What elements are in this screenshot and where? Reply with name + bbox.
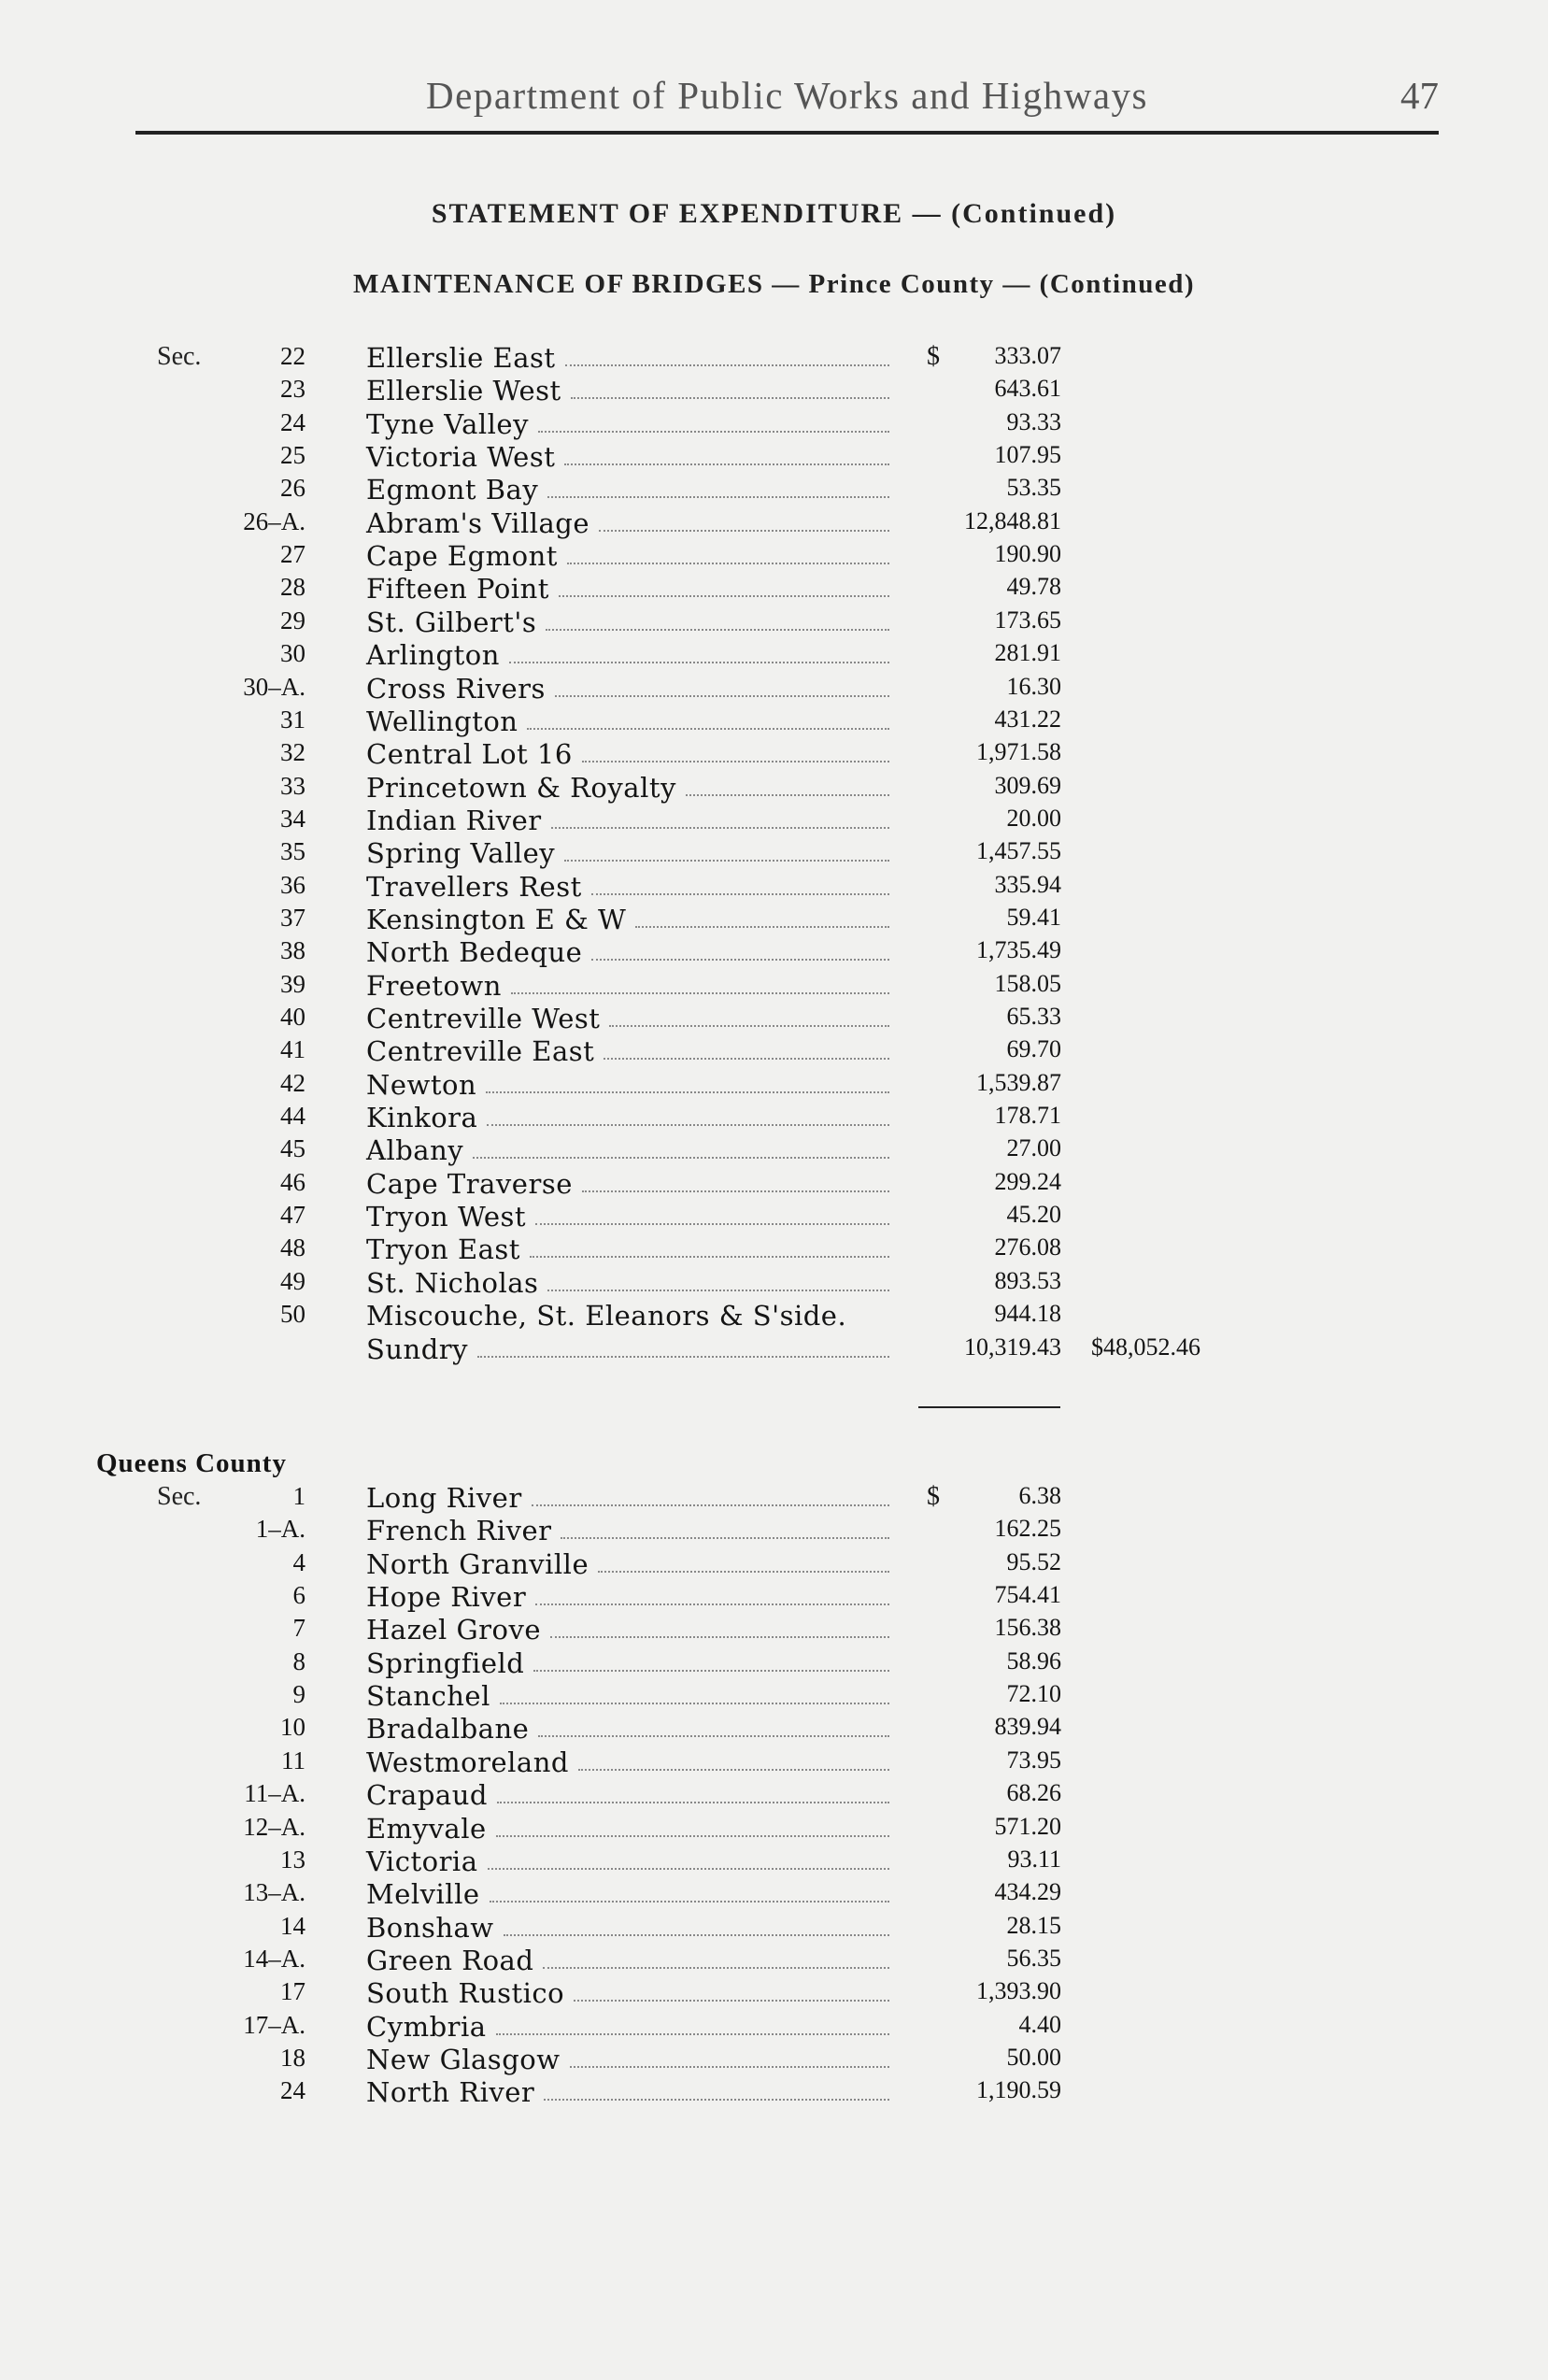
amount: 6.38 (1018, 1482, 1061, 1509)
amount: 281.91 (994, 639, 1061, 667)
dot-leader (538, 431, 889, 433)
amount: 20.00 (1006, 804, 1061, 832)
bridge-name: Hope River (366, 1581, 527, 1614)
amount: 190.90 (994, 540, 1061, 568)
sec-prefix: Sec. (157, 1482, 202, 1511)
amount: 50.00 (1006, 2043, 1061, 2071)
dot-leader (488, 1868, 889, 1870)
bridge-name: New Glasgow (366, 2043, 561, 2075)
dot-leader (635, 926, 889, 928)
bridge-name: Victoria (366, 1845, 478, 1877)
section-number: 45 (280, 1134, 305, 1163)
dot-leader (565, 364, 889, 366)
table-row (0, 1746, 1548, 1779)
table-row (0, 1647, 1548, 1680)
bridge-name: Stanchel (366, 1680, 490, 1713)
section-number: 32 (280, 738, 305, 767)
bridge-name: Westmoreland (366, 1746, 569, 1778)
dot-leader (686, 794, 889, 796)
section-number: 28 (280, 573, 305, 602)
table-row (0, 1945, 1548, 1977)
bridge-name: Centreville East (366, 1035, 595, 1068)
table-row (0, 1300, 1548, 1333)
bridge-name: Tryon East (366, 1233, 520, 1266)
amount: 1,190.59 (976, 2076, 1061, 2104)
bridge-name: Fifteen Point (366, 573, 549, 606)
section-number: 50 (280, 1300, 305, 1329)
dollar-sign: $ (927, 1482, 940, 1511)
bridge-name: Springfield (366, 1646, 525, 1679)
dot-leader (571, 397, 889, 399)
bridge-name: Albany (366, 1134, 464, 1167)
dot-leader (582, 1190, 889, 1192)
bridge-name: Abram's Village (366, 506, 590, 539)
bridge-name: Miscouche, St. Eleanors & S'side. (366, 1300, 847, 1333)
dot-leader (497, 1802, 889, 1803)
dot-leader (487, 1124, 889, 1126)
table-row (0, 1482, 1548, 1515)
section-number: 46 (280, 1167, 305, 1196)
amount: 10,319.43 (964, 1333, 1061, 1361)
amount: 95.52 (1006, 1547, 1061, 1575)
bridge-name: Spring Valley (366, 837, 556, 870)
sec-prefix: Sec. (157, 342, 202, 371)
dot-leader (574, 2000, 889, 2002)
bridge-name: Cymbria (366, 2010, 487, 2043)
page-title: Department of Public Works and Highways (426, 74, 1148, 117)
queens-county-label: Queens County (96, 1448, 287, 1478)
statement-heading: STATEMENT OF EXPENDITURE — (Continued) (431, 198, 1117, 229)
section-number: 49 (280, 1266, 305, 1295)
dot-leader (599, 530, 889, 532)
section-number: 10 (280, 1713, 305, 1742)
section-number: 31 (280, 705, 305, 734)
table-row (0, 573, 1548, 606)
section-number: 9 (292, 1680, 305, 1709)
bridge-name: Green Road (366, 1944, 534, 1976)
dot-leader (550, 1636, 889, 1638)
section-number: 13–A. (243, 1878, 305, 1907)
amount: 944.18 (994, 1300, 1061, 1328)
bridge-name: Indian River (366, 804, 542, 836)
section-number: 37 (280, 903, 305, 932)
dot-leader (473, 1157, 889, 1159)
table-row (0, 1581, 1548, 1614)
dot-leader (535, 1223, 889, 1225)
section-number: 30–A. (243, 672, 305, 701)
section-number: 4 (292, 1547, 305, 1576)
bridge-name: Bradalbane (366, 1713, 530, 1746)
bridge-name: Ellerslie West (366, 375, 561, 407)
dollar-sign: $ (927, 342, 940, 371)
amount: 839.94 (994, 1713, 1061, 1741)
bridge-name: North Granville (366, 1547, 589, 1580)
amount: 68.26 (1006, 1779, 1061, 1807)
section-number: 7 (292, 1614, 305, 1643)
dot-leader (532, 1504, 889, 1506)
dot-leader (567, 563, 889, 564)
bridge-name: Wellington (366, 705, 518, 737)
bridge-name: Travellers Rest (366, 870, 582, 903)
amount: 1,457.55 (976, 837, 1061, 865)
amount: 45.20 (1006, 1201, 1061, 1229)
bridge-name: Emyvale (366, 1812, 487, 1845)
amount: 73.95 (1006, 1746, 1061, 1774)
table-row (0, 1912, 1548, 1945)
dot-leader (591, 959, 889, 961)
table-row (0, 2076, 1548, 2109)
bridge-name: Central Lot 16 (366, 738, 573, 771)
dot-leader (547, 1290, 889, 1291)
dot-leader (570, 2066, 889, 2068)
bridge-name: Egmont Bay (366, 474, 539, 506)
subtotal-rule (918, 1406, 1060, 1408)
table-row (0, 441, 1548, 474)
table-row (0, 673, 1548, 705)
dot-leader (559, 595, 889, 597)
amount: 49.78 (1006, 573, 1061, 601)
table-row (0, 375, 1548, 407)
amount: 58.96 (1006, 1646, 1061, 1675)
amount: 12,848.81 (964, 506, 1061, 534)
section-number: 36 (280, 870, 305, 899)
dot-leader (486, 1091, 889, 1093)
bridge-name: Tryon West (366, 1201, 527, 1233)
table-row (0, 408, 1548, 441)
dot-leader (582, 761, 889, 762)
table-row (0, 606, 1548, 639)
section-number: 24 (280, 2076, 305, 2105)
section-number: 33 (280, 771, 305, 800)
section-number: 30 (280, 639, 305, 668)
section-number: 22 (280, 342, 305, 370)
amount: 158.05 (994, 969, 1061, 997)
dot-leader (477, 1356, 889, 1358)
amount: 16.30 (1006, 672, 1061, 700)
dot-leader (609, 1025, 889, 1027)
bridge-name: Victoria West (366, 441, 556, 474)
table-row (0, 705, 1548, 738)
table-row (0, 474, 1548, 506)
table-row (0, 1168, 1548, 1201)
section-number: 27 (280, 540, 305, 569)
bridge-name: Ellerslie East (366, 342, 556, 374)
amount: 299.24 (994, 1167, 1061, 1195)
table-row (0, 540, 1548, 573)
section-number: 23 (280, 375, 305, 404)
bridge-name: Kinkora (366, 1102, 478, 1134)
amount: 1,735.49 (976, 936, 1061, 964)
section-number: 14–A. (243, 1944, 305, 1973)
dot-leader (555, 695, 889, 697)
table-row (0, 1548, 1548, 1581)
amount: 4.40 (1018, 2010, 1061, 2038)
amount: 643.61 (994, 375, 1061, 403)
amount: 178.71 (994, 1102, 1061, 1130)
section-number: 11–A. (244, 1779, 305, 1808)
table-row (0, 1069, 1548, 1102)
page-header (135, 73, 1439, 129)
amount: 571.20 (994, 1812, 1061, 1840)
amount: 93.33 (1006, 407, 1061, 435)
section-number: 38 (280, 936, 305, 965)
amount: 65.33 (1006, 1003, 1061, 1030)
table-row (0, 1614, 1548, 1646)
header-rule (135, 131, 1439, 135)
dot-leader (530, 1256, 889, 1258)
section-number: 48 (280, 1233, 305, 1262)
amount: 1,539.87 (976, 1068, 1061, 1096)
table-row (0, 1201, 1548, 1233)
dot-leader (551, 827, 889, 829)
amount: 59.41 (1006, 903, 1061, 931)
table-row (0, 738, 1548, 771)
section-number: 17 (280, 1977, 305, 2006)
section-number: 1 (292, 1482, 305, 1510)
section-heading: MAINTENANCE OF BRIDGES — Prince County — (Continued) (352, 269, 1196, 299)
amount: 162.25 (994, 1515, 1061, 1543)
section-number: 26–A. (243, 506, 305, 535)
dot-leader (500, 1703, 889, 1704)
section-number: 14 (280, 1911, 305, 1940)
bridge-name: Sundry (366, 1333, 469, 1365)
table-row (0, 871, 1548, 904)
dot-leader (490, 1901, 889, 1903)
bridge-name: Kensington E & W (366, 903, 627, 935)
bridge-name: Princetown & Royalty (366, 771, 676, 804)
section-number: 39 (280, 969, 305, 998)
page-number: 47 (1400, 74, 1439, 117)
section-number: 42 (280, 1068, 305, 1097)
dot-leader (527, 728, 889, 730)
bridge-name: Centreville West (366, 1003, 601, 1034)
dot-leader (535, 1603, 889, 1605)
bridge-name: St. Gilbert's (366, 606, 537, 638)
bridge-name: North River (366, 2076, 535, 2109)
amount: 69.70 (1006, 1035, 1061, 1063)
section-number: 25 (280, 441, 305, 470)
section-number: 41 (280, 1035, 305, 1064)
amount: 53.35 (1006, 474, 1061, 502)
section-number: 13 (280, 1845, 305, 1874)
section-number: 6 (292, 1581, 305, 1610)
amount: 72.10 (1006, 1680, 1061, 1708)
dot-leader (496, 2033, 889, 2035)
amount: 333.07 (994, 342, 1061, 369)
dot-leader (544, 2099, 889, 2101)
amount: 893.53 (994, 1266, 1061, 1294)
amount: 28.15 (1006, 1911, 1061, 1939)
table-row (0, 1713, 1548, 1746)
section-number: 26 (280, 474, 305, 503)
amount: 107.95 (994, 441, 1061, 469)
amount: 93.11 (1007, 1845, 1061, 1873)
dot-leader (547, 496, 889, 498)
table-row (0, 1134, 1548, 1167)
bridge-name: Cape Egmont (366, 540, 558, 573)
dot-leader (543, 1967, 889, 1969)
table-row (0, 1878, 1548, 1911)
section-number: 12–A. (243, 1812, 305, 1841)
table-row (0, 837, 1548, 870)
bridge-name: Long River (366, 1482, 522, 1514)
dot-leader (509, 662, 889, 663)
amount: 431.22 (994, 705, 1061, 733)
section-number: 34 (280, 804, 305, 833)
dot-leader (496, 1835, 889, 1837)
table-row (0, 936, 1548, 969)
section-number: 29 (280, 606, 305, 634)
table-row (0, 507, 1548, 540)
dot-leader (604, 1058, 889, 1060)
table-row (0, 1977, 1548, 2010)
county-total: $48,052.46 (1091, 1333, 1200, 1361)
section-number: 18 (280, 2043, 305, 2072)
table-row (0, 342, 1548, 375)
table-row (0, 639, 1548, 672)
dot-leader (504, 1934, 889, 1936)
amount: 1,971.58 (976, 738, 1061, 766)
amount: 27.00 (1006, 1134, 1061, 1162)
bridge-name: Melville (366, 1878, 480, 1911)
dot-leader (598, 1571, 889, 1573)
amount: 335.94 (994, 870, 1061, 898)
dot-leader (538, 1735, 889, 1737)
bridge-name: South Rustico (366, 1977, 565, 2010)
bridge-name: Bonshaw (366, 1911, 494, 1944)
dot-leader (546, 629, 889, 631)
table-row (0, 1233, 1548, 1266)
table-row (0, 1003, 1548, 1035)
amount: 754.41 (994, 1581, 1061, 1609)
bridge-name: Arlington (366, 639, 500, 672)
table-row (0, 2044, 1548, 2076)
table-row (0, 1680, 1548, 1713)
section-number: 1–A. (255, 1515, 305, 1544)
bridge-name: St. Nicholas (366, 1266, 539, 1299)
table-row (0, 904, 1548, 936)
table-row (0, 1779, 1548, 1812)
bridge-name: Crapaud (366, 1779, 488, 1812)
dot-leader (533, 1670, 889, 1672)
amount: 309.69 (994, 771, 1061, 799)
dot-leader (591, 893, 889, 895)
bridge-name: Hazel Grove (366, 1614, 542, 1646)
table-row (0, 1333, 1548, 1366)
table-row (0, 1813, 1548, 1846)
section-number: 8 (292, 1646, 305, 1675)
section-number: 11 (281, 1746, 305, 1774)
table-row (0, 1515, 1548, 1547)
section-number: 44 (280, 1102, 305, 1131)
dot-leader (561, 1537, 889, 1539)
amount: 276.08 (994, 1233, 1061, 1261)
dot-leader (564, 860, 889, 862)
dot-leader (511, 992, 889, 994)
table-row (0, 1846, 1548, 1878)
bridge-name: Cross Rivers (366, 672, 546, 705)
table-row (0, 970, 1548, 1003)
bridge-name: Newton (366, 1068, 477, 1101)
table-row (0, 772, 1548, 805)
table-row (0, 2011, 1548, 2044)
dot-leader (578, 1769, 889, 1771)
section-number: 47 (280, 1201, 305, 1230)
bridge-name: North Bedeque (366, 936, 583, 969)
amount: 156.38 (994, 1614, 1061, 1642)
section-number: 24 (280, 407, 305, 436)
section-number: 40 (280, 1003, 305, 1031)
table-row (0, 1267, 1548, 1300)
table-row (0, 805, 1548, 837)
section-number: 35 (280, 837, 305, 866)
amount: 173.65 (994, 606, 1061, 634)
amount: 434.29 (994, 1878, 1061, 1906)
section-number: 17–A. (243, 2010, 305, 2039)
dot-leader (564, 463, 889, 465)
amount: 56.35 (1006, 1944, 1061, 1972)
bridge-name: French River (366, 1515, 552, 1547)
table-row (0, 1102, 1548, 1134)
bridge-name: Cape Traverse (366, 1167, 573, 1200)
bridge-name: Tyne Valley (366, 407, 529, 440)
table-row (0, 1035, 1548, 1068)
bridge-name: Freetown (366, 969, 502, 1002)
amount: 1,393.90 (976, 1977, 1061, 2005)
